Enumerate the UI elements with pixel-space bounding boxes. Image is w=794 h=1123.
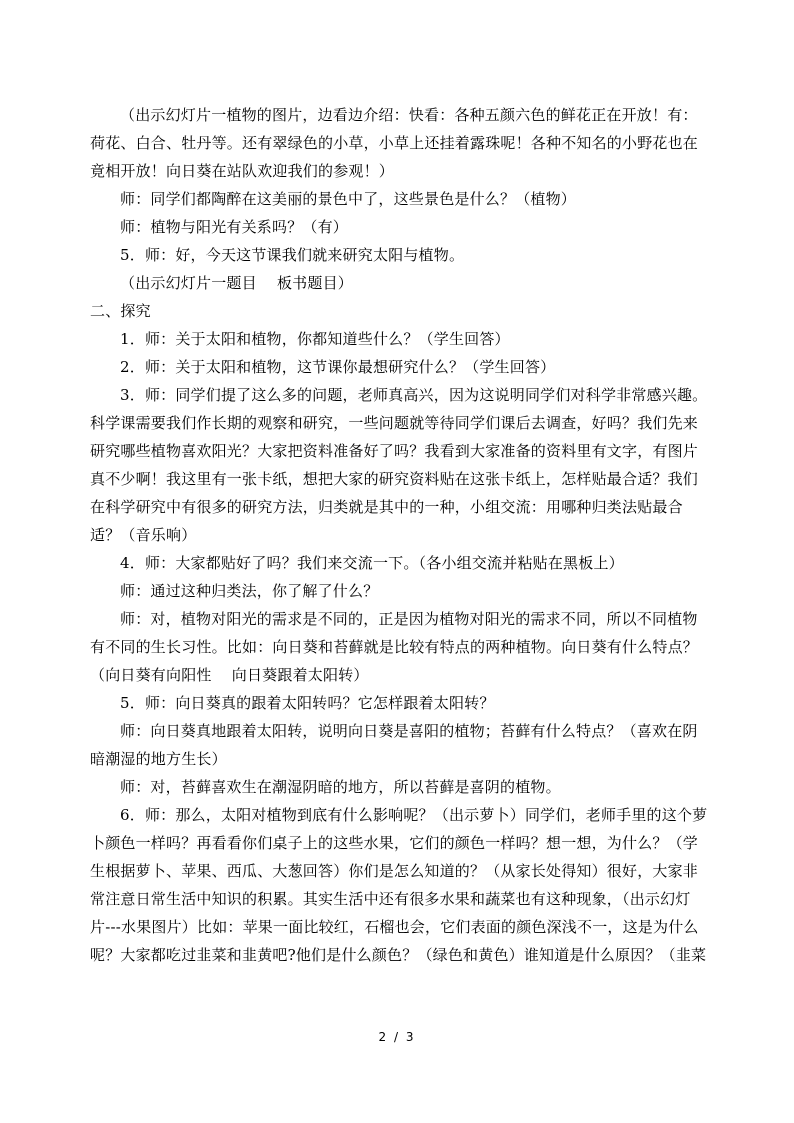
text-line: 研究哪些植物喜欢阳光？大家把资料准备好了吗？我看到大家准备的资料里有文字，有图片 [90,442,699,460]
text-line: 师：通过这种归类法，你了解了什么？ [120,582,379,600]
section-heading: 二、探究 [90,302,151,320]
text-line: 荷花、白合、牡丹等。还有翠绿色的小草，小草上还挂着露珠呢！各种不知名的小野花也在 [90,134,699,152]
text-line: 1．师：关于太阳和植物，你都知道些什么？（学生回答） [120,330,510,348]
text-line: （出示幻灯片一题目 板书题目） [120,274,353,292]
text-line: 科学课需要我们作长期的观察和研究，一些问题就等待同学们课后去调查，好吗？我们先来 [90,414,699,432]
text-line: 有不同的生长习性。比如：向日葵和苔藓就是比较有特点的两种植物。向日葵有什么特点？ [90,638,699,656]
text-line: 卜颜色一样吗？再看看你们桌子上的这些水果，它们的颜色一样吗？想一想，为什么？（学 [90,834,699,852]
text-line: 师：植物与阳光有关系吗？（有） [120,218,349,236]
text-line: 5．师：向日葵真的跟着太阳转吗？它怎样跟着太阳转？ [120,694,495,712]
text-line: 师：同学们都陶醉在这美丽的景色中了，这些景色是什么？（植物） [120,190,577,208]
text-line: 3．师：同学们提了这么多的问题，老师真高兴，因为这说明同学们对科学非常感兴趣。 [120,386,708,404]
text-line: （向日葵有向阳性 向日葵跟着太阳转） [90,666,369,684]
text-line: 6．师：那么，太阳对植物到底有什么影响呢？（出示萝卜）同学们，老师手里的这个萝 [120,806,708,824]
text-line: 呢？大家都吃过韭菜和韭黄吧?他们是什么颜色？（绿色和黄色）谁知道是什么原因？（韭菜 [90,946,707,964]
text-line: 4．师：大家都贴好了吗？我们来交流一下。（各小组交流并粘贴在黑板上） [120,554,624,572]
text-line: 真不少啊！我这里有一张卡纸，想把大家的研究资料贴在这张卡纸上，怎样贴最合适？我们 [90,470,699,488]
text-line: 适？（音乐响） [90,526,197,544]
text-line: 片---水果图片）比如：苹果一面比较红，石榴也会，它们表面的颜色深浅不一，这是为什么 [90,918,699,936]
text-line: 竟相开放！向日葵在站队欢迎我们的参观！） [90,162,395,180]
text-line: 在科学研究中有很多的研究方法，归类就是其中的一种，小组交流：用哪种归类法贴最合 [90,498,683,516]
text-line: 生根据萝卜、苹果、西瓜、大葱回答）你们是怎么知道的？（从家长处得知）很好，大家非 [90,862,699,880]
text-line: （出示幻灯片一植物的图片，边看边介绍：快看：各种五颜六色的鲜花正在开放！有： [120,106,698,124]
text-line: 师：对，植物对阳光的需求是不同的，正是因为植物对阳光的需求不同，所以不同植物 [120,610,698,628]
text-line: 师：向日葵真地跟着太阳转，说明向日葵是喜阳的植物；苔藓有什么特点？（喜欢在阴 [120,722,698,740]
text-line: 2．师：关于太阳和植物，这节课你最想研究什么？（学生回答） [120,358,556,376]
text-line: 师：对，苔藓喜欢生在潮湿阴暗的地方，所以苔藓是喜阴的植物。 [120,778,561,796]
text-line: 常注意日常生活中知识的积累。其实生活中还有很多水果和蔬菜也有这种现象，（出示幻灯 [90,890,691,908]
text-line: 5．师：好，今天这节课我们就来研究太阳与植物。 [120,246,465,264]
page-number: 2 / 3 [378,1030,416,1044]
text-line: 暗潮湿的地方生长） [90,750,227,768]
body-text [90,101,715,969]
